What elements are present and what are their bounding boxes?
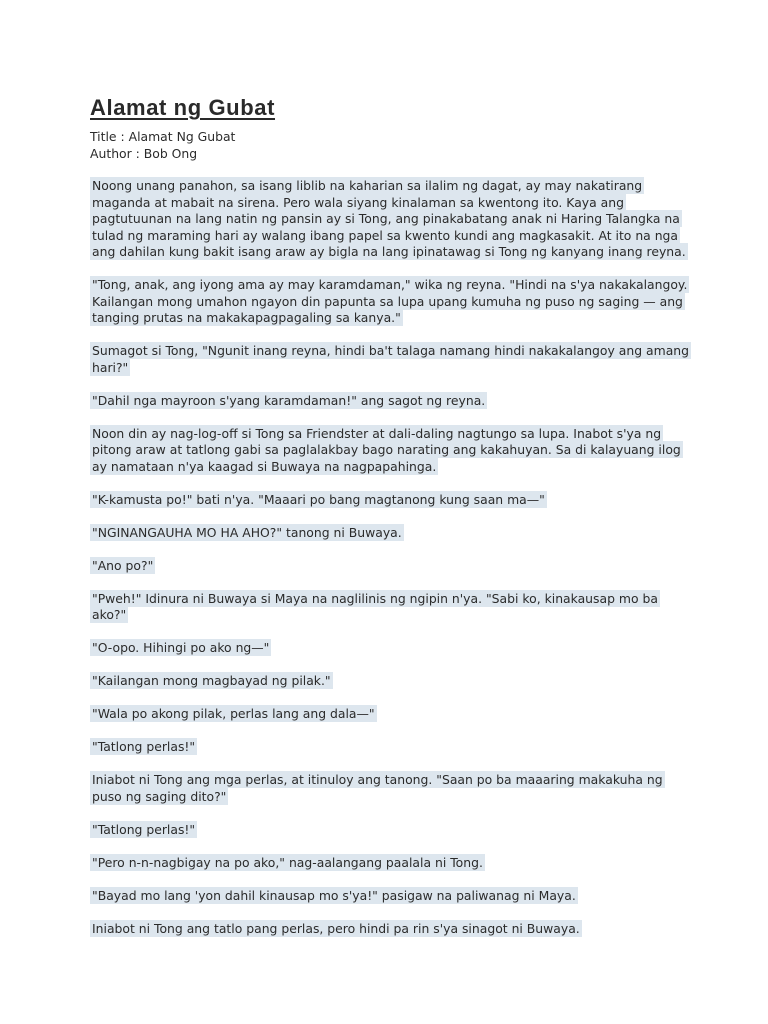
- paragraph-text: "Wala po akong pilak, perlas lang ang dala—": [92, 706, 375, 721]
- story-body: [90, 178, 690, 937]
- paragraph-text: "Tatlong perlas!": [92, 739, 196, 754]
- paragraph: [90, 178, 690, 261]
- paragraph-text: Iniabot ni Tong ang tatlo pang perlas, pero hindi pa rin s'ya sinagot ni Buwaya.: [92, 920, 580, 936]
- paragraph: [90, 921, 690, 938]
- paragraph: [90, 343, 690, 376]
- document-meta: [90, 129, 690, 162]
- meta-author-line: Author : Bob Ong: [90, 145, 198, 161]
- paragraph-text: "Tong, anak, ang iyong ama ay may karamdaman," wika ng reyna. "Hindi na s'ya nakakalangoy. Kailangan mong umahon ngayon din papunta sa lupa upang kumuha ng puso ng saging — ang tanging prutas na makakapagpagaling sa kanya.": [92, 277, 688, 325]
- paragraph: [90, 772, 690, 805]
- paragraph-text: Iniabot ni Tong ang mga perlas, at itinuloy ang tanong. "Saan po ba maaaring makakuha ng puso ng saging dito?": [92, 772, 663, 804]
- paragraph-text: "Pweh!" Idinura ni Buwaya si Maya na naglilinis ng ngipin n'ya. "Sabi ko, kinakausap mo ba ako?": [92, 590, 658, 622]
- paragraph-text: "Dahil nga mayroon s'yang karamdaman!" ang sagot ng reyna.: [92, 392, 486, 408]
- paragraph-text: "NGINANGAUHA MO HA AHO?" tanong ni Buwaya.: [92, 524, 402, 540]
- paragraph: [90, 888, 690, 905]
- paragraph-text: "Kailangan mong magbayad ng pilak.": [92, 673, 331, 688]
- paragraph: [90, 673, 690, 690]
- paragraph: [90, 739, 690, 756]
- paragraph: [90, 426, 690, 476]
- paragraph: [90, 525, 690, 542]
- paragraph-text: "Ano po?": [92, 557, 154, 573]
- paragraph: [90, 558, 690, 575]
- paragraph: [90, 277, 690, 327]
- paragraph: [90, 591, 690, 624]
- paragraph-text: Noon din ay nag-log-off si Tong sa Friendster at dali-daling nagtungo sa lupa. Inabot s'ya ng pitong araw at tatlong gabi sa paglalakbay bago narating ang kakahuyan. Sa di kalayuang ilog ay namataan n'ya kaagad si Buwaya na nagpapahinga.: [92, 425, 681, 474]
- paragraph-text: "O-opo. Hihingi po ako ng—": [92, 640, 270, 655]
- paragraph-text: "Tatlong perlas!": [92, 821, 196, 837]
- paragraph: [90, 492, 690, 509]
- paragraph-text: "K-kamusta po!" bati n'ya. "Maaari po bang magtanong kung saan ma—": [92, 491, 545, 507]
- meta-title-line: Title : Alamat Ng Gubat: [90, 129, 236, 144]
- paragraph: [90, 640, 690, 657]
- paragraph: [90, 706, 690, 723]
- paragraph-text: Noong unang panahon, sa isang liblib na kaharian sa ilalim ng dagat, ay may nakatirang maganda at mabait na sirena. Pero wala siyang kinalaman sa kwentong ito. Kaya ang pagtutuunan na lang natin ng pansin ay si Tong, ang pinakabatang anak ni Haring Talangka na tulad ng maraming hari ay walang ibang papel sa kwento kundi ang magkasakit. At ito na nga ang dahilan kung bakit isang araw ay bigla na lang ipinatawag si Tong ng kanyang inang reyna.: [92, 178, 686, 259]
- paragraph-text: "Bayad mo lang 'yon dahil kinausap mo s'ya!" pasigaw na paliwanag ni Maya.: [92, 887, 576, 903]
- document-page: [90, 95, 690, 954]
- paragraph-text: "Pero n-n-nagbigay na po ako," nag-aalangang paalala ni Tong.: [92, 854, 483, 870]
- paragraph: [90, 822, 690, 839]
- paragraph: [90, 393, 690, 410]
- paragraph-text: Sumagot si Tong, "Ngunit inang reyna, hindi ba't talaga namang hindi nakakalangoy ang amang hari?": [92, 343, 689, 375]
- page-title: Alamat ng Gubat: [90, 95, 276, 120]
- paragraph: [90, 855, 690, 872]
